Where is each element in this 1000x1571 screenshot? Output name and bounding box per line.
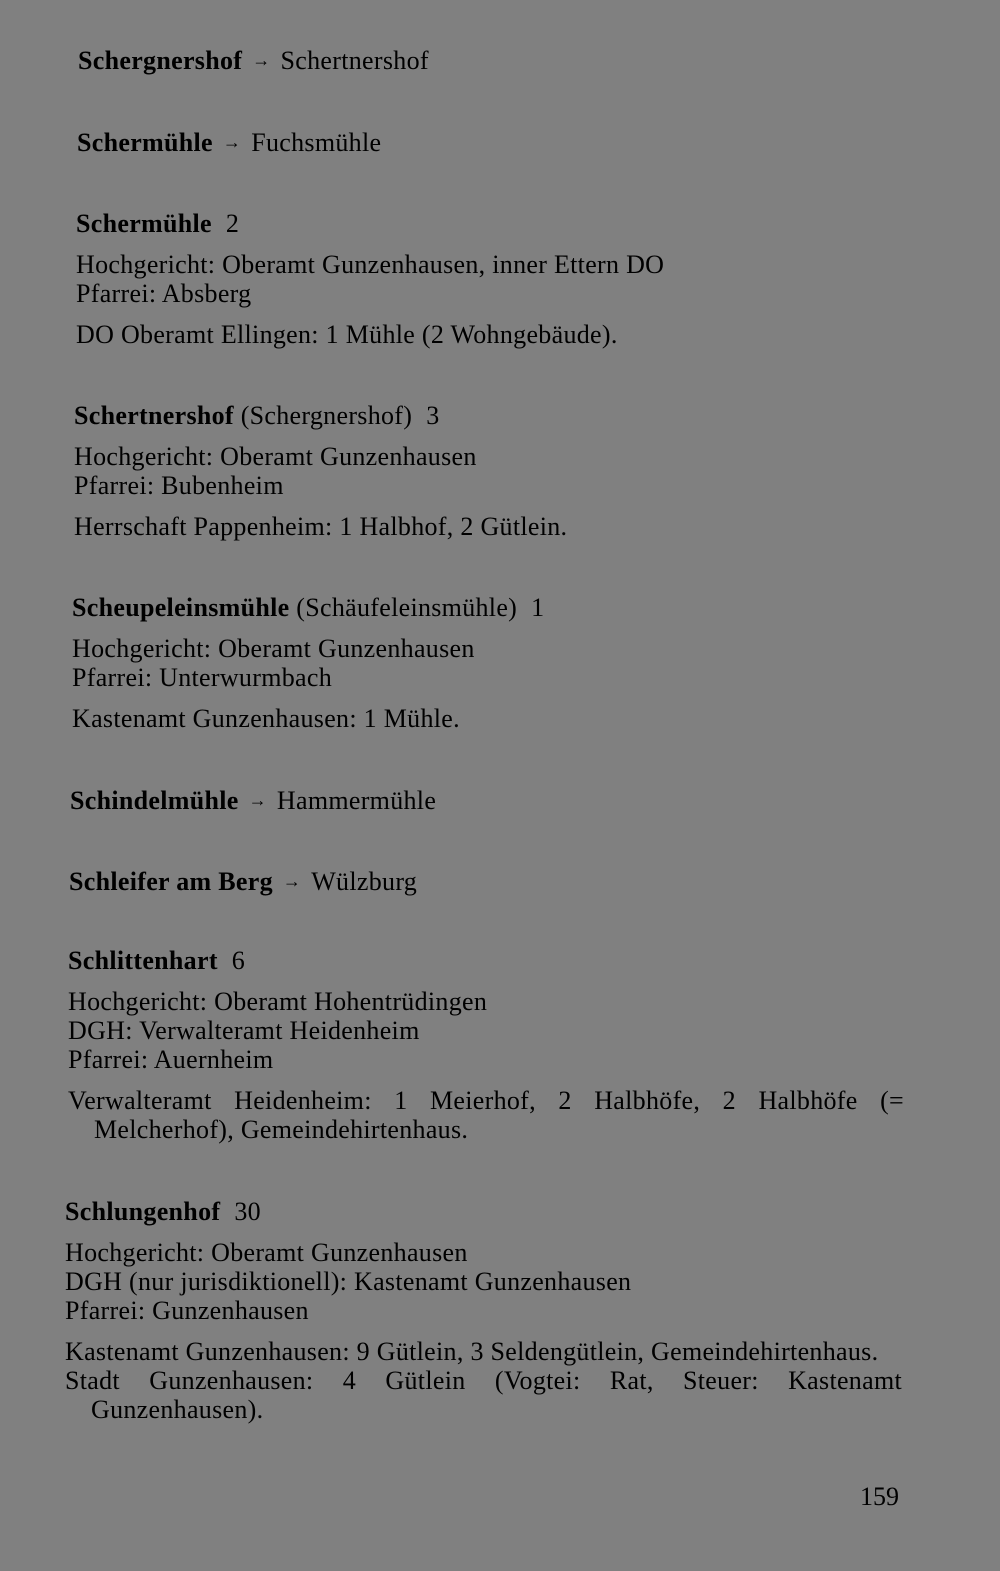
cross-reference: Hammermühle — [276, 786, 437, 815]
entry-schindelmuehle — [70, 786, 910, 815]
entry-detail-line: Pfarrei: Bubenheim — [74, 471, 284, 500]
entry-holdings: Kastenamt Gunzenhausen: 9 Gütlein, 3 Seldengütlein, Gemeindehirtenhaus. — [65, 1337, 879, 1366]
entry-detail-line: Pfarrei: Auernheim — [68, 1045, 274, 1074]
entry-title: Scheupeleinsmühle — [72, 593, 290, 622]
entry-count: 30 — [234, 1197, 261, 1226]
cross-reference: Wülzburg — [311, 867, 418, 896]
entry-count: 2 — [225, 209, 240, 238]
entry-detail-line: Pfarrei: Gunzenhausen — [65, 1296, 309, 1325]
entry-detail-line: Hochgericht: Oberamt Gunzenhausen — [74, 442, 477, 471]
entry-title: Schermühle — [77, 128, 213, 157]
arrow-right-icon: → — [252, 50, 271, 70]
entry-detail-line: Hochgericht: Oberamt Hohentrüdingen — [68, 987, 488, 1016]
entry-count: 6 — [231, 946, 246, 975]
cross-reference: Fuchsmühle — [251, 128, 382, 157]
arrow-right-icon: → — [282, 871, 302, 891]
entry-alternate-name: (Schäufeleinsmühle) — [296, 593, 518, 622]
entry-title: Schindelmühle — [70, 786, 239, 815]
entry-detail-line: Pfarrei: Absberg — [76, 279, 252, 308]
page-number: 159 — [860, 1482, 899, 1511]
entry-detail-line: Hochgericht: Oberamt Gunzenhausen, inner Ettern DO — [76, 250, 665, 279]
entry-title: Schlittenhart — [68, 946, 218, 975]
entry-count: 1 — [531, 593, 545, 622]
entry-holdings: Herrschaft Pappenheim: 1 Halbhof, 2 Gütlein. — [74, 512, 568, 541]
entry-title: Schertnershof — [74, 401, 234, 430]
entry-schlungenhof — [65, 1197, 902, 1424]
entry-holdings: Verwalteramt Heidenheim: 1 Meierhof, 2 Halbhöfe, 2 Halbhöfe (= Melcherhof), Gemeindehirtenhaus. — [68, 1086, 904, 1144]
arrow-right-icon: → — [222, 132, 242, 152]
entry-schermuehle — [76, 209, 916, 349]
arrow-right-icon: → — [248, 790, 267, 810]
entry-title: Schlungenhof — [65, 1197, 221, 1226]
entry-detail-line: DGH: Verwalteramt Heidenheim — [68, 1016, 420, 1045]
entry-schermuehle-ref — [77, 128, 917, 157]
entry-schleifer-am-berg — [69, 867, 909, 896]
entry-holdings: Kastenamt Gunzenhausen: 1 Mühle. — [72, 704, 460, 733]
entry-title: Schermühle — [76, 209, 212, 238]
entry-count: 3 — [426, 401, 440, 430]
entry-title: Schergnershof — [78, 46, 243, 75]
entry-title: Schleifer am Berg — [69, 867, 273, 896]
entry-schertnershof — [74, 401, 914, 541]
entry-detail-line: Pfarrei: Unterwurmbach — [72, 663, 332, 692]
entry-schlittenhart — [68, 946, 904, 1144]
entry-alternate-name: (Schergnershof) — [240, 401, 413, 430]
entry-holdings: Stadt Gunzenhausen: 4 Gütlein (Vogtei: Rat, Steuer: Kastenamt Gunzenhausen). — [65, 1366, 902, 1424]
entry-detail-line: Hochgericht: Oberamt Gunzenhausen — [72, 634, 475, 663]
entry-scheupeleinsmuehle — [72, 593, 912, 733]
cross-reference: Schertnershof — [280, 46, 429, 75]
entry-schergnershof — [78, 46, 918, 75]
entry-detail-line: DGH (nur jurisdiktionell): Kastenamt Gunzenhausen — [65, 1267, 632, 1296]
entry-detail-line: Hochgericht: Oberamt Gunzenhausen — [65, 1238, 468, 1267]
entry-holdings: DO Oberamt Ellingen: 1 Mühle (2 Wohngebäude). — [76, 320, 618, 349]
